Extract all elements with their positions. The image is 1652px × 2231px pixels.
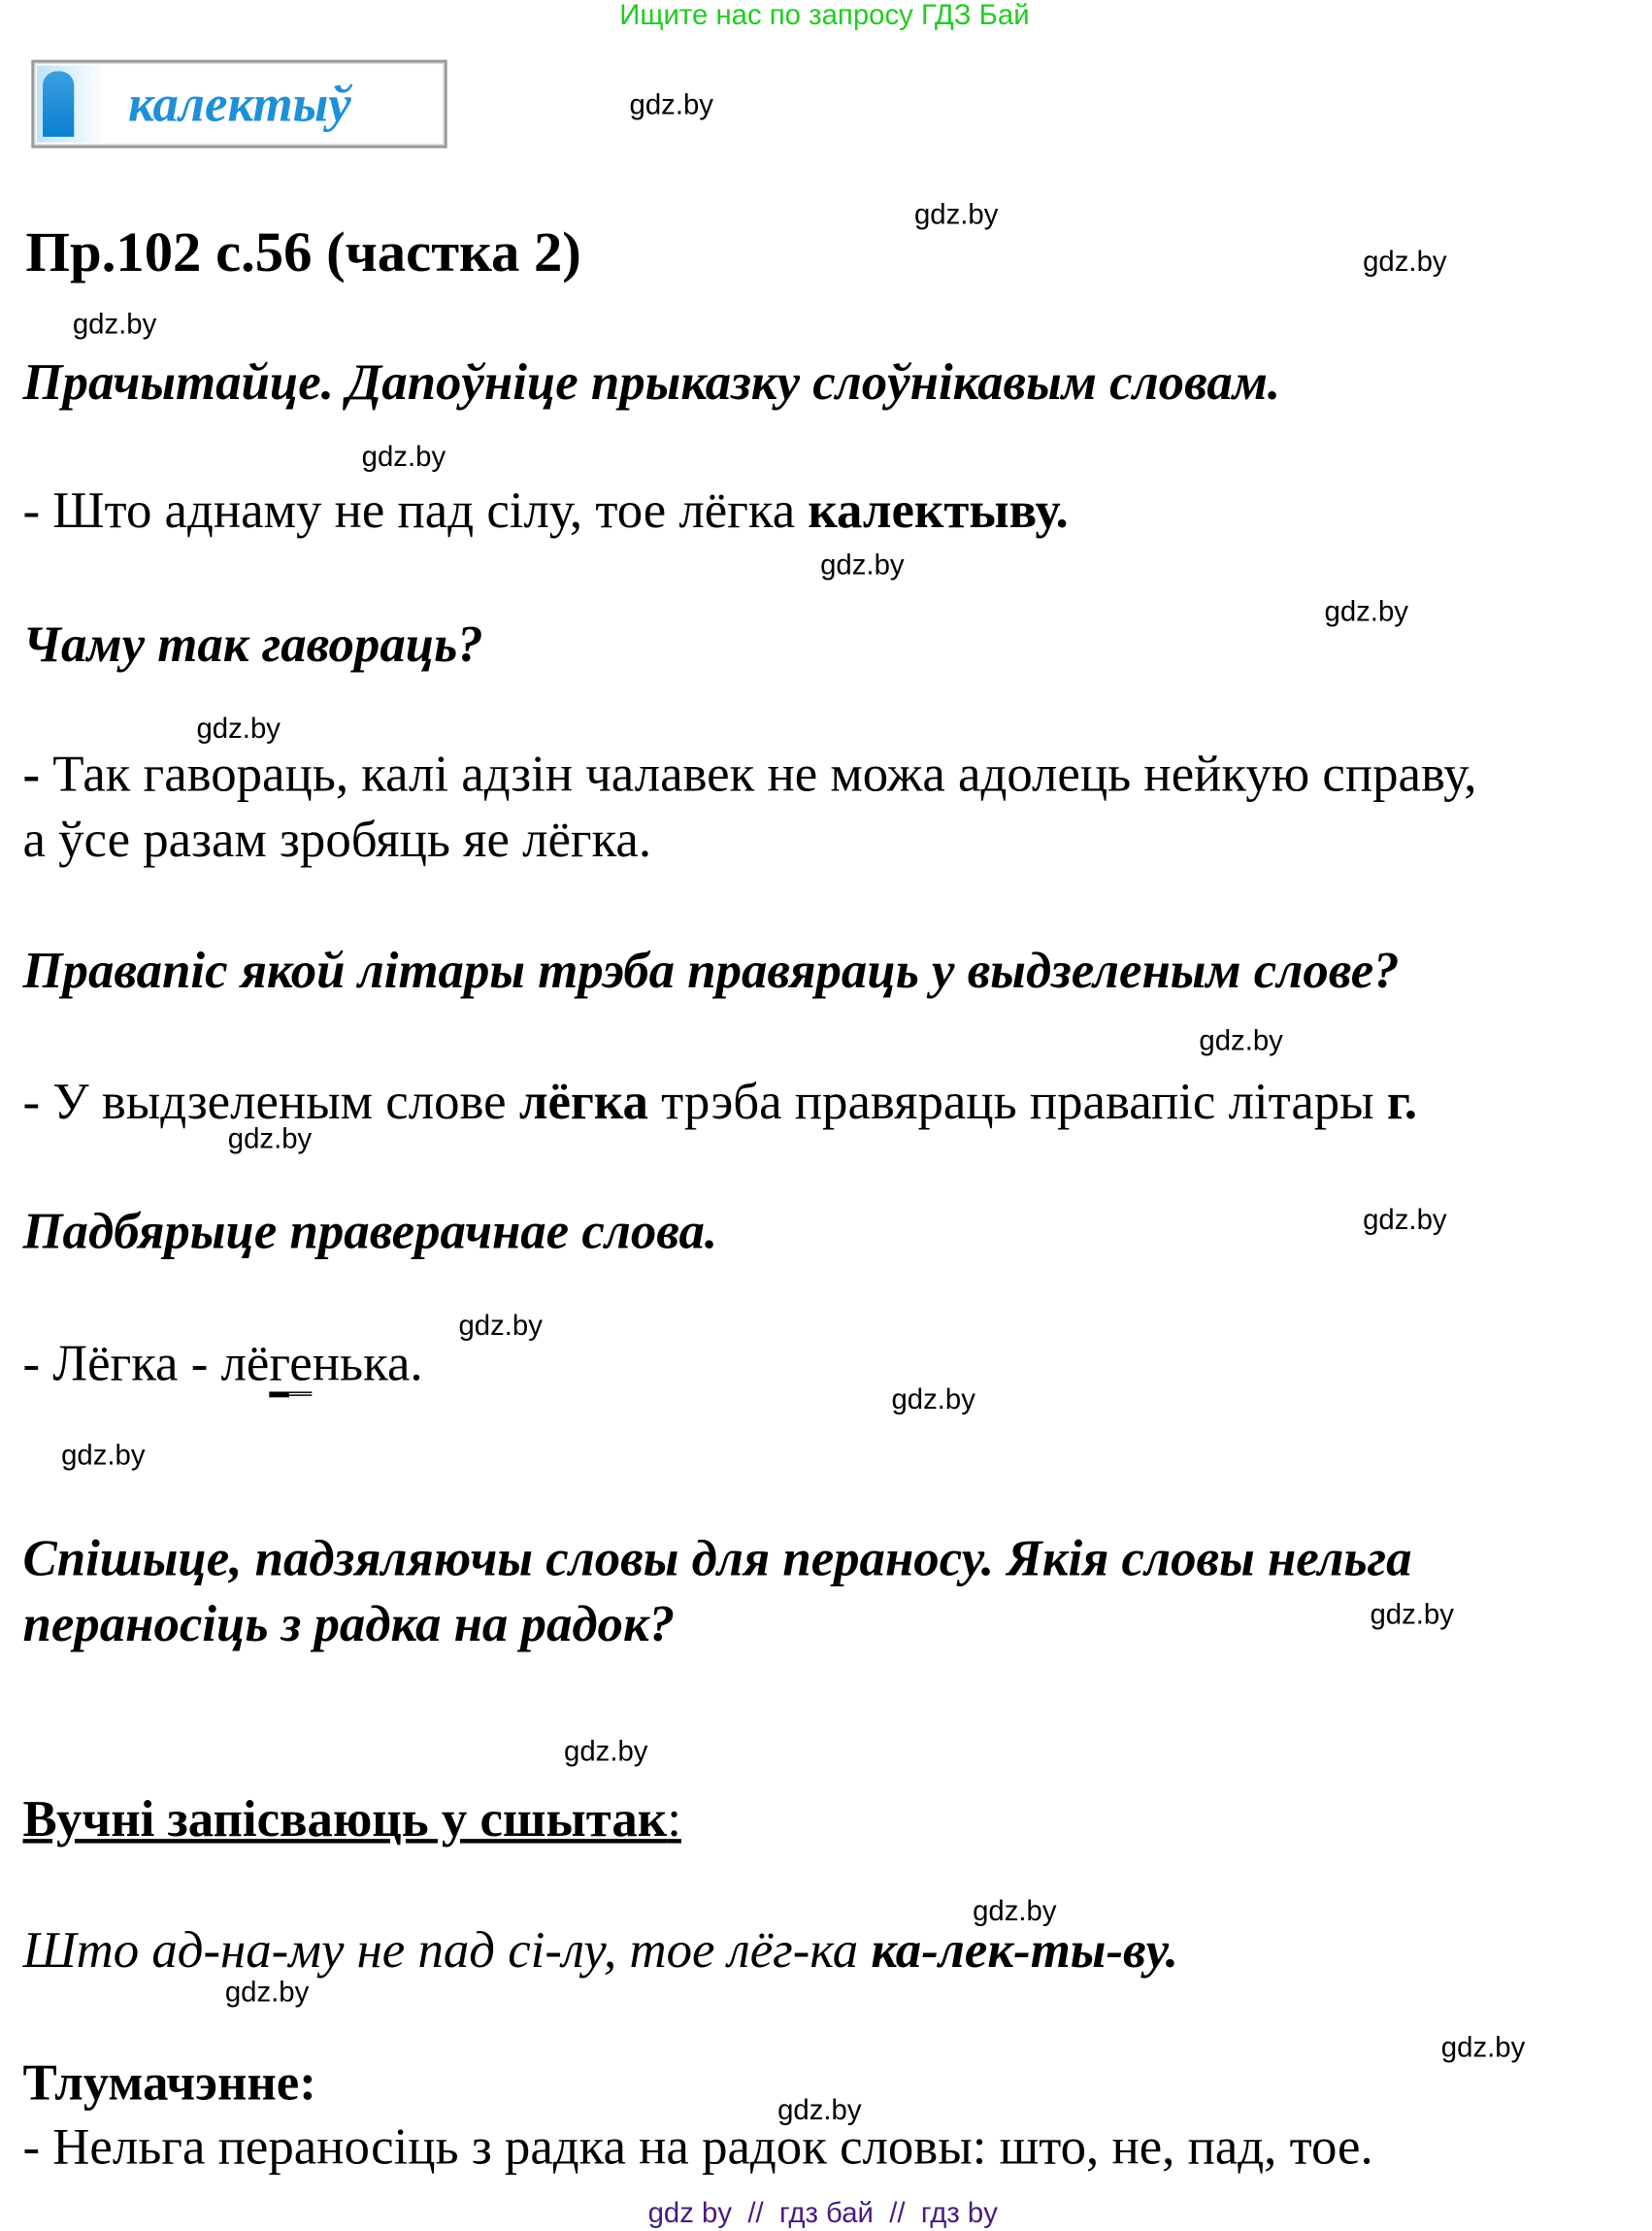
watermark: gdz.by	[973, 1895, 1057, 1928]
watermark: gdz.by	[1370, 1599, 1454, 1631]
watermark: gdz.by	[1363, 1205, 1447, 1237]
ending-letter: е	[289, 1335, 312, 1396]
watermark: gdz.by	[227, 1123, 313, 1155]
watermark: gdz.by	[361, 441, 446, 474]
highlighted-word: лёгка	[518, 1072, 648, 1130]
watermark: gdz.by	[891, 1384, 975, 1416]
logo-kalektyu	[31, 60, 446, 149]
logo-text: калектыў	[128, 75, 351, 133]
watermark: gdz.by	[1199, 1025, 1283, 1057]
page-title: Пр.102 с.56 (частка 2)	[25, 218, 581, 283]
watermark: gdz.by	[564, 1736, 648, 1768]
task-1: Прачытайце. Дапоўніце прыказку слоўнікавым словам.	[22, 352, 1281, 411]
watermark: gdz.by	[458, 1310, 543, 1343]
letter: г.	[1386, 1072, 1418, 1130]
notebook-line-text: Што ад-на-му не пад сі-лу, тое лёг-ка	[22, 1921, 872, 1979]
dash: -	[22, 745, 53, 803]
watermark: gdz.by	[913, 199, 999, 231]
answer-4-pre: - Лёгка - лё	[22, 1334, 270, 1392]
task-5-line-1: Спішыце, падзяляючы словы для пераносу. Якія словы нельга	[22, 1529, 1412, 1587]
notebook-line-bold: ка-лек-ты-ву.	[871, 1921, 1178, 1979]
watermark: gdz.by	[777, 2095, 862, 2127]
watermark: gdz.by	[224, 1977, 310, 2009]
watermark: gdz.by	[1363, 246, 1447, 279]
search-banner[interactable]: Ищите нас по запросу ГДЗ Бай	[619, 0, 1030, 32]
answer-2-line-2: а ўсе разам зробяць яе лёгка.	[22, 810, 652, 868]
answer-4	[22, 1334, 423, 1392]
colon: :	[667, 1790, 681, 1848]
root-letter: г	[269, 1335, 289, 1398]
watermark: gdz.by	[820, 549, 905, 582]
watermark: gdz.by	[629, 89, 713, 121]
watermark: gdz.by	[196, 714, 281, 746]
explanation-text: - Нельга пераносіць з радка на радок словы: што, не, пад, тое.	[22, 2117, 1373, 2176]
answer-1	[22, 481, 1069, 539]
explanation-heading: Тлумачэнне:	[22, 2053, 316, 2112]
answer-3-pre: - У выдзеленым слове	[22, 1072, 519, 1130]
task-4: Падбярыце праверачнае слова.	[22, 1202, 718, 1260]
task-2: Чаму так гавораць?	[22, 615, 483, 673]
notebook-heading	[22, 1790, 681, 1848]
answer-4-post: нька.	[312, 1334, 423, 1392]
answer-1-text: - Што аднаму не пад сілу, тое лёгка	[22, 481, 809, 539]
task-3: Правапіс якой літары трэба правяраць у выдзеленым слове?	[22, 941, 1400, 999]
answer-1-bold: калектыву.	[808, 481, 1069, 539]
watermark: gdz.by	[61, 1440, 146, 1472]
answer-3	[22, 1072, 1418, 1130]
answer-2-line-1	[22, 745, 1477, 803]
watermark: gdz.by	[72, 309, 157, 341]
watermark: gdz.by	[1324, 596, 1408, 629]
notebook-line	[22, 1921, 1178, 1979]
answer-2-text: Так гавораць, калі адзін чалавек не можа адолець нейкую справу,	[52, 745, 1477, 803]
notebook-heading-text: Вучні запісваюць у сшытак	[22, 1790, 668, 1848]
task-5-line-2: пераносіць з радка на радок?	[22, 1595, 676, 1652]
watermark: gdz.by	[1440, 2032, 1526, 2064]
bookmark-icon	[43, 71, 74, 136]
answer-3-mid: трэба правяраць правапіс літары	[647, 1072, 1387, 1130]
footer-links[interactable]: gdz by // гдз бай // гдз by	[647, 2197, 998, 2230]
